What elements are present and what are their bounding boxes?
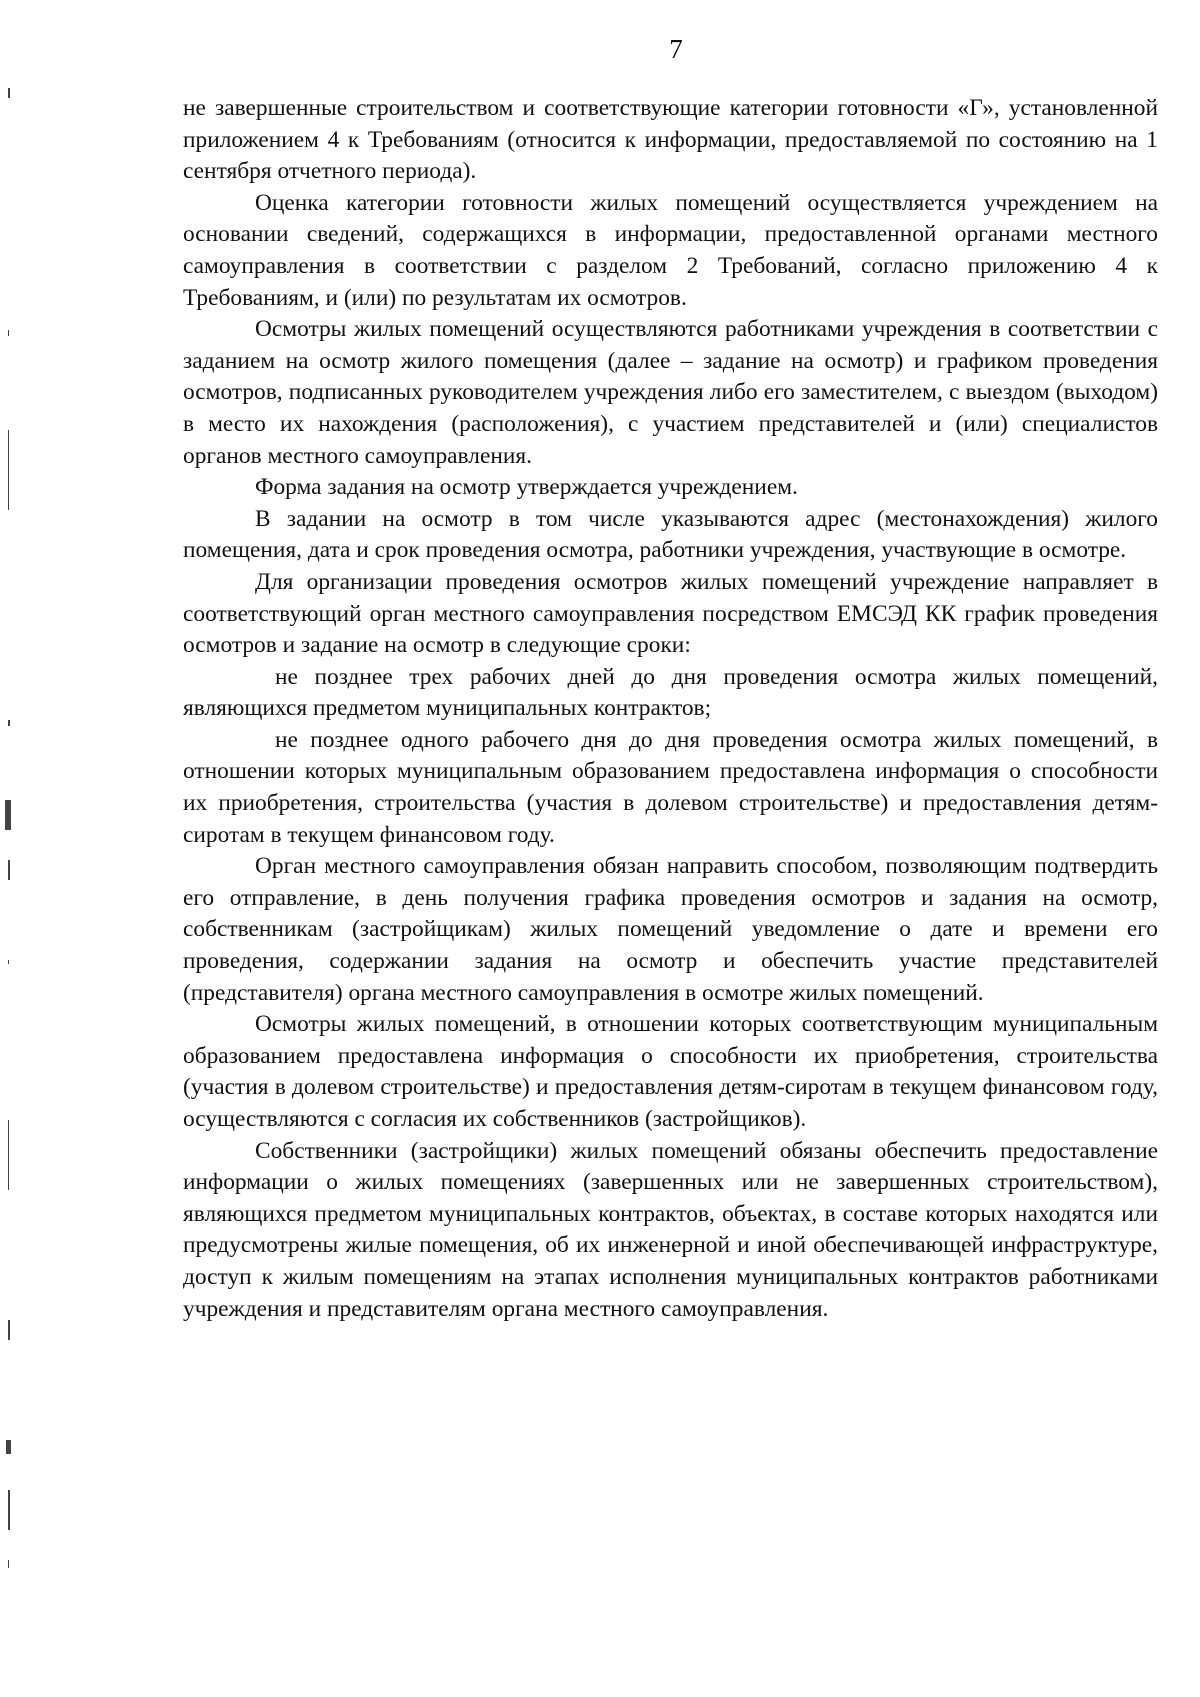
document-body [183, 93, 1158, 1325]
scan-edge-artifacts [0, 0, 30, 1697]
paragraph: Собственники (застройщики) жилых помещений обязаны обеспечить предоставление информации о жилых помещениях (завершенных или не завершенных строительством), являющихся предметом муниципальных контрактов, объектах, в составе которых находятся или предусмотрены жилые помещения, об их инженерной и иной обеспечивающей инфраструктуре, доступ к жилым помещениям на этапах исполнения муниципальных контрактов работниками учреждения и представителям органа местного самоуправления. [183, 1137, 1158, 1322]
paragraph: Для организации проведения осмотров жилых помещений учреждение направляет в соответствующий орган местного самоуправления посредством ЕМСЭД КК график проведения осмотров и задание на осмотр в следующие сроки: [183, 568, 1158, 659]
paragraph: Форма задания на осмотр утверждается учреждением. [255, 474, 798, 501]
paragraph: Осмотры жилых помещений, в отношении которых соответствующим муниципальным образованием предоставлена информация о способности их приобретения, строительства (участия в долевом строительстве) и предоставления детям-сиротам в текущем финансовом году, осуществляются с согласия их собственников (застройщиков). [183, 1011, 1158, 1132]
list-item: не позднее одного рабочего дня до дня проведения осмотра жилых помещений, в отношении которых муниципальным образованием предоставлена информация о способности их приобретения, строительства (участия в долевом строительстве) и предоставления детям-сиротам в текущем финансовом году. [183, 726, 1158, 848]
paragraph: В задании на осмотр в том числе указываются адрес (местонахождения) жилого помещения, дата и срок проведения осмотра, работники учреждения, участвующие в осмотре. [183, 505, 1158, 564]
list-item: не позднее трех рабочих дней до дня проведения осмотра жилых помещений, являющихся предметом муниципальных контрактов; [183, 663, 1158, 722]
paragraph: Осмотры жилых помещений осуществляются работниками учреждения в соответствии с заданием на осмотр жилого помещения (далее – задание на осмотр) и графиком проведения осмотров, подписанных руководителем учреждения либо его заместителем, с выездом (выходом) в место их нахождения (расположения), с участием представителей и (или) специалистов органов местного самоуправления. [183, 316, 1158, 469]
paragraph: Орган местного самоуправления обязан направить способом, позволяющим подтвердить его отправление, в день получения графика проведения осмотров и задания на осмотр, собственникам (застройщикам) жилых помещений уведомление о дате и времени его проведения, содержании задания на осмотр и обеспечить участие представителей (представителя) органа местного самоуправления в осмотре жилых помещений. [183, 853, 1158, 1006]
paragraph: не завершенные строительством и соответствующие категории готовности «Г», установленной приложением 4 к Требованиям (относится к информации, предоставляемой по состоянию на 1 сентября отчетного периода). [183, 95, 1158, 185]
paragraph: Оценка категории готовности жилых помещений осуществляется учреждением на основании сведений, содержащихся в информации, предоставленной органами местного самоуправления в соответствии с разделом 2 Требований, согласно приложению 4 к Требованиям, и (или) по результатам их осмотров. [183, 189, 1158, 311]
page-number: 7 [669, 34, 683, 64]
